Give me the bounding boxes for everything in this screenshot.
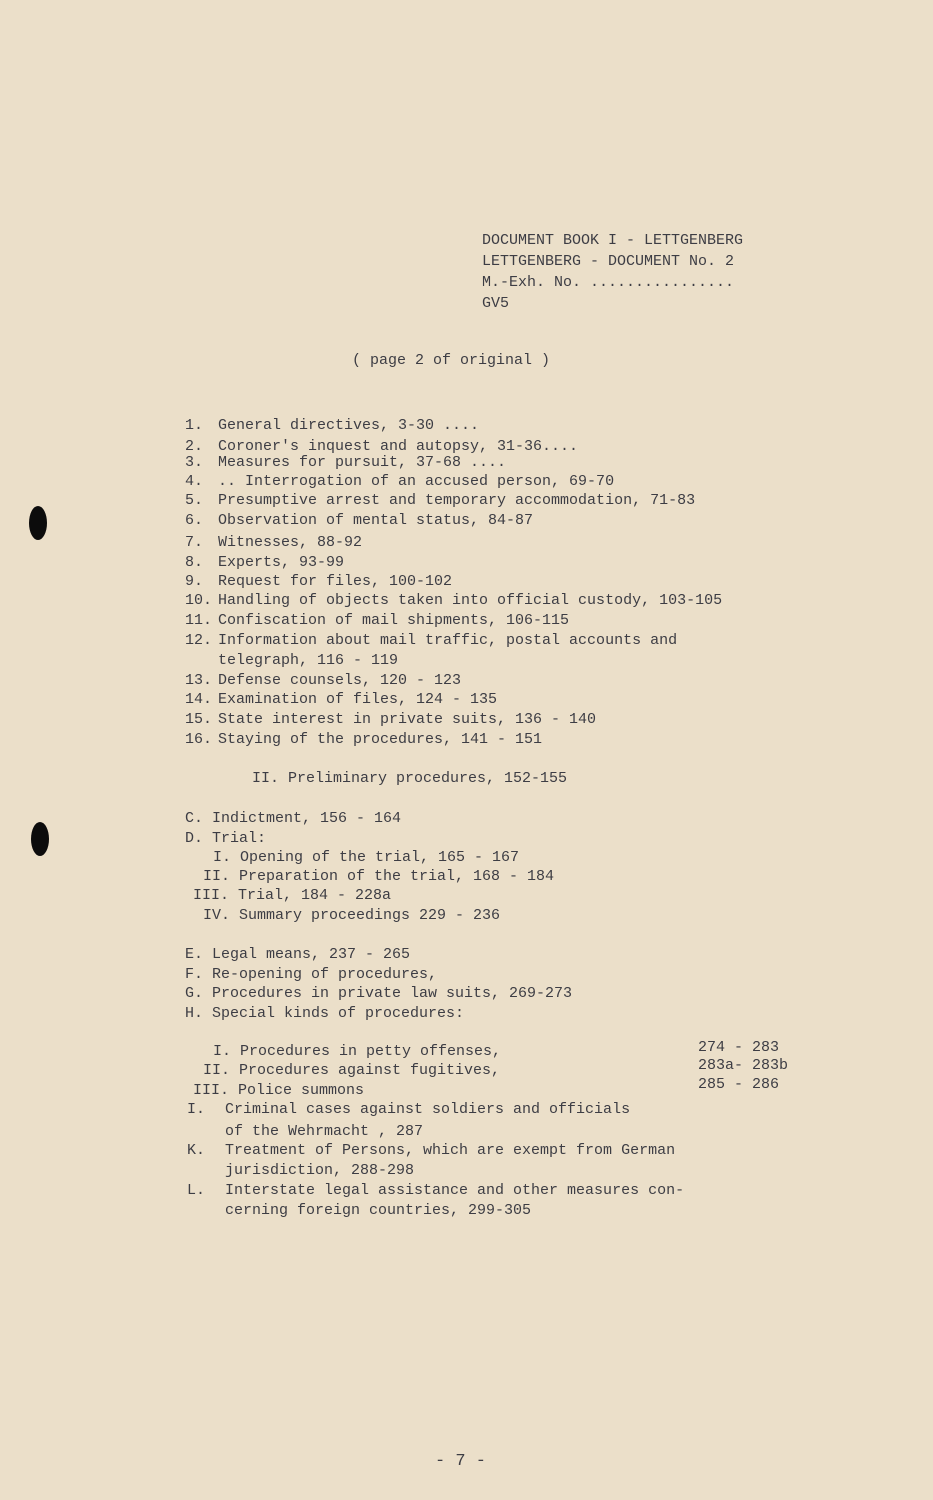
list-item: 3. Measures for pursuit, 37-68 .... xyxy=(185,454,507,471)
list-item: of the Wehrmacht , 287 xyxy=(225,1123,424,1140)
list-item: IV. Summary proceedings 229 - 236 xyxy=(203,907,501,924)
list-item: 4. .. Interrogation of an accused person, 69-70 xyxy=(185,473,615,490)
section-heading: H. Special kinds of procedures: xyxy=(185,1005,465,1022)
list-item: III. Trial, 184 - 228a xyxy=(193,887,392,904)
list-item: 12. Information about mail traffic, postal accounts and xyxy=(185,632,678,649)
page-number: - 7 - xyxy=(435,1452,487,1471)
list-item-pages: 274 - 283 xyxy=(698,1039,780,1056)
list-item: 5. Presumptive arrest and temporary accommodation, 71-83 xyxy=(185,492,696,509)
list-item: 7. Witnesses, 88-92 xyxy=(185,534,363,551)
list-item: III. Police summons xyxy=(193,1082,365,1099)
list-item: II. Procedures against fugitives, xyxy=(203,1062,501,1079)
list-item: 14. Examination of files, 124 - 135 xyxy=(185,691,498,708)
list-item: 6. Observation of mental status, 84-87 xyxy=(185,512,534,529)
list-item: 13. Defense counsels, 120 - 123 xyxy=(185,672,462,689)
list-item: 10. Handling of objects taken into official custody, 103-105 xyxy=(185,592,723,609)
punch-hole-top xyxy=(29,506,47,540)
list-item-pages: 283a- 283b xyxy=(698,1057,789,1074)
list-item: 16. Staying of the procedures, 141 - 151 xyxy=(185,731,543,748)
section-heading: E. Legal means, 237 - 265 xyxy=(185,946,411,963)
header-line-3: M.-Exh. No. ................ xyxy=(482,274,735,291)
header-line-4: GV5 xyxy=(482,295,510,312)
page-of-original: ( page 2 of original ) xyxy=(352,352,551,369)
header-line-2: LETTGENBERG - DOCUMENT No. 2 xyxy=(482,253,735,270)
section-heading: II. Preliminary procedures, 152-155 xyxy=(252,770,568,787)
document-header xyxy=(482,230,743,314)
list-item: I. Criminal cases against soldiers and officials xyxy=(187,1101,631,1118)
list-item: 11. Confiscation of mail shipments, 106-115 xyxy=(185,612,570,629)
list-item: 15. State interest in private suits, 136 - 140 xyxy=(185,711,597,728)
header-line-1: DOCUMENT BOOK I - LETTGENBERG xyxy=(482,232,744,249)
list-item: 8. Experts, 93-99 xyxy=(185,554,345,571)
list-item: telegraph, 116 - 119 xyxy=(218,652,399,669)
list-item: 1. General directives, 3-30 .... xyxy=(185,417,480,434)
section-heading: F. Re-opening of procedures, xyxy=(185,966,438,983)
list-item: jurisdiction, 288-298 xyxy=(225,1162,415,1179)
punch-hole-bottom xyxy=(31,822,49,856)
list-item-pages: 285 - 286 xyxy=(698,1076,780,1093)
section-heading: C. Indictment, 156 - 164 xyxy=(185,810,402,827)
section-heading: D. Trial: xyxy=(185,830,267,847)
list-item: II. Preparation of the trial, 168 - 184 xyxy=(203,868,555,885)
list-item: cerning foreign countries, 299-305 xyxy=(225,1202,532,1219)
list-item: 2. Coroner's inquest and autopsy, 31-36.... xyxy=(185,438,579,455)
list-item: 9. Request for files, 100-102 xyxy=(185,573,453,590)
list-item: I. Opening of the trial, 165 - 167 xyxy=(213,849,520,866)
list-item: L. Interstate legal assistance and other measures con- xyxy=(187,1182,685,1199)
list-item: I. Procedures in petty offenses, xyxy=(213,1043,502,1060)
list-item: K. Treatment of Persons, which are exempt from German xyxy=(187,1142,676,1159)
section-heading: G. Procedures in private law suits, 269-273 xyxy=(185,985,573,1002)
